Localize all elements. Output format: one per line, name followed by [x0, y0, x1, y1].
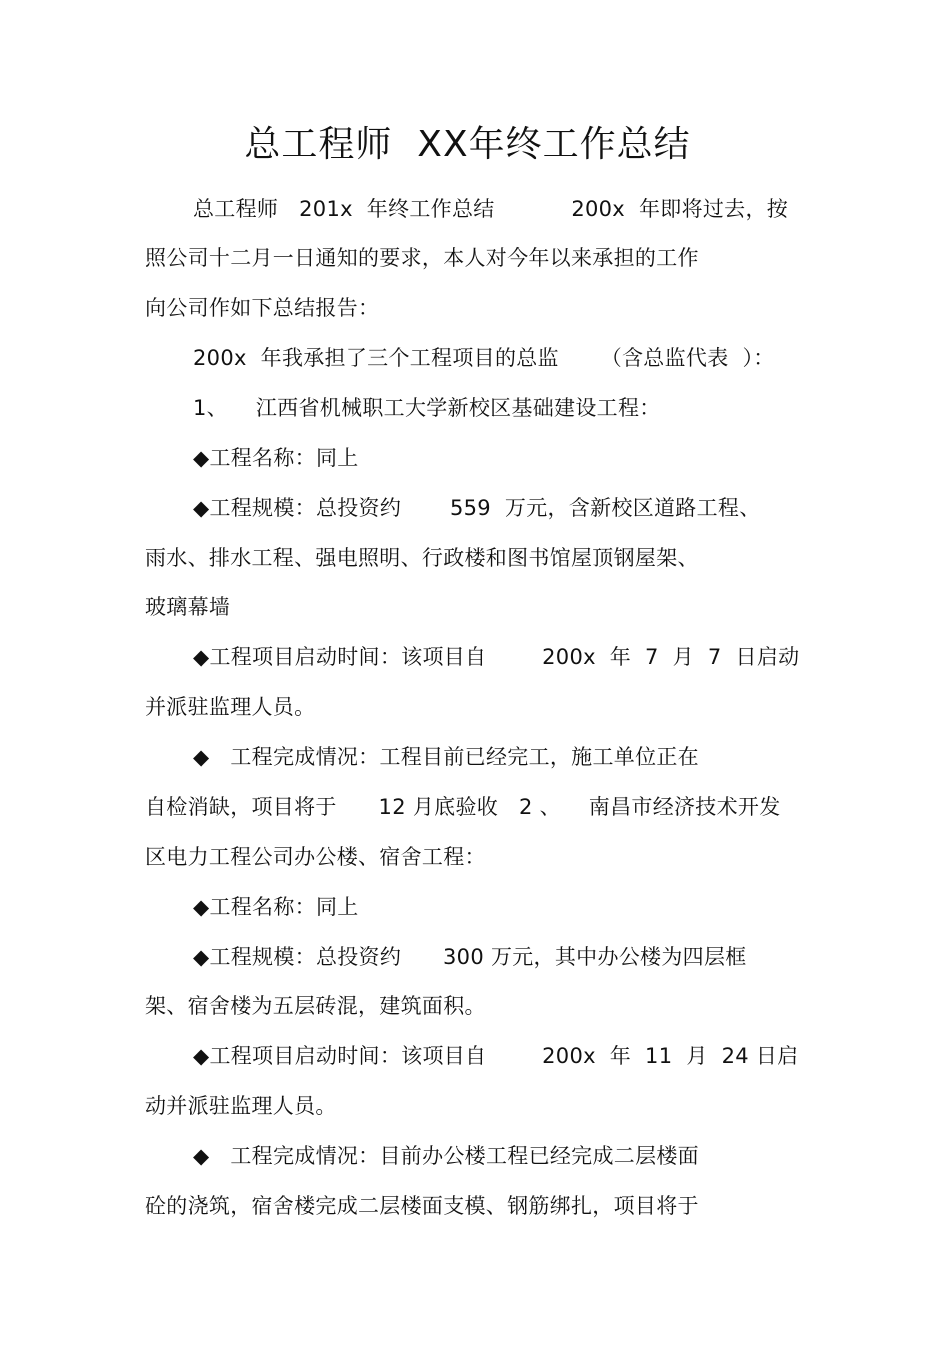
paragraph-line: ◆ 工程完成情况：目前办公楼工程已经完成二层楼面: [193, 1144, 699, 1168]
paragraph-line: ◆工程项目启动时间：该项目自 200x 年 11 月 24 日启: [193, 1044, 799, 1068]
paragraph-line: 区电力工程公司办公楼、宿舍工程：: [145, 845, 486, 869]
paragraph-line: 200x 年我承担了三个工程项目的总监 （含总监代表 ）：: [193, 346, 775, 370]
paragraph-line: ◆工程规模：总投资约 300 万元，其中办公楼为四层框: [193, 945, 747, 969]
paragraph-line: 总工程师 201x 年终工作总结 200x 年即将过去，按: [193, 197, 789, 221]
paragraph-line: 雨水、排水工程、强电照明、行政楼和图书馆屋顶钢屋架、: [145, 546, 699, 570]
paragraph-line: 架、宿舍楼为五层砖混，建筑面积。: [145, 994, 486, 1018]
paragraph-line: 照公司十二月一日通知的要求，本人对今年以来承担的工作: [145, 246, 699, 270]
paragraph-line: ◆工程规模：总投资约 559 万元，含新校区道路工程、: [193, 496, 761, 520]
document-title: 总工程师 XX年终工作总结: [244, 124, 691, 165]
paragraph-line: ◆ 工程完成情况：工程目前已经完工，施工单位正在: [193, 745, 699, 769]
paragraph-line: ◆工程名称：同上: [193, 895, 359, 919]
paragraph-line: ◆工程名称：同上: [193, 446, 359, 470]
paragraph-line: 动并派驻监理人员。: [145, 1094, 337, 1118]
paragraph-line: 玻璃幕墙: [145, 595, 231, 619]
paragraph-line: 自检消缺，项目将于 12 月底验收 2 、 南昌市经济技术开发: [145, 795, 781, 819]
paragraph-line: 砼的浇筑，宿舍楼完成二层楼面支模、钢筋绑扎，项目将于: [145, 1194, 699, 1218]
paragraph-line: 1、 江西省机械职工大学新校区基础建设工程：: [193, 396, 661, 420]
paragraph-line: 向公司作如下总结报告：: [145, 296, 380, 320]
paragraph-line: 并派驻监理人员。: [145, 695, 316, 719]
paragraph-line: ◆工程项目启动时间：该项目自 200x 年 7 月 7 日启动: [193, 645, 800, 669]
